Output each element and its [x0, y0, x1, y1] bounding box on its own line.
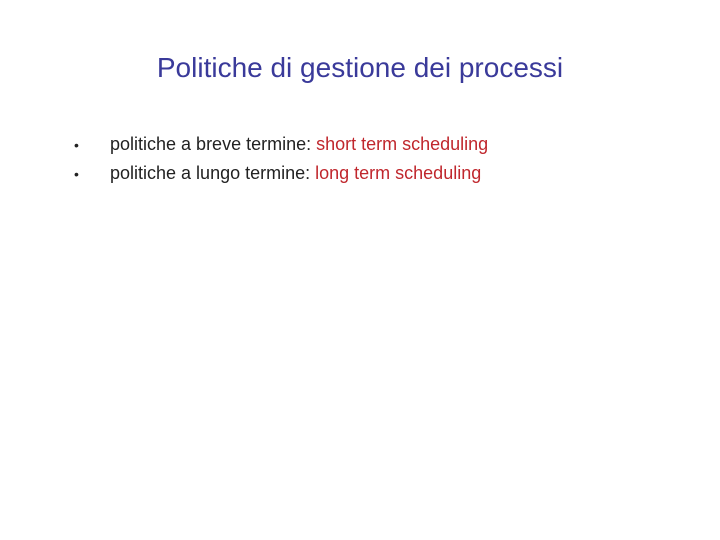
bullet-icon: • — [74, 166, 79, 182]
bullet-text — [110, 130, 488, 158]
bullet-item-long-term — [74, 159, 488, 188]
bullet-icon: • — [74, 137, 79, 153]
bullet-item-short-term — [74, 130, 488, 159]
slide-title: Politiche di gestione dei processi — [156, 52, 564, 83]
bullet-text — [110, 159, 481, 187]
bullet-label: politiche a breve termine: — [110, 134, 317, 154]
bullet-list — [74, 130, 488, 188]
bullet-highlight: short term scheduling — [316, 134, 489, 154]
bullet-highlight: long term scheduling — [315, 163, 482, 183]
bullet-label: politiche a lungo termine: — [110, 163, 316, 183]
